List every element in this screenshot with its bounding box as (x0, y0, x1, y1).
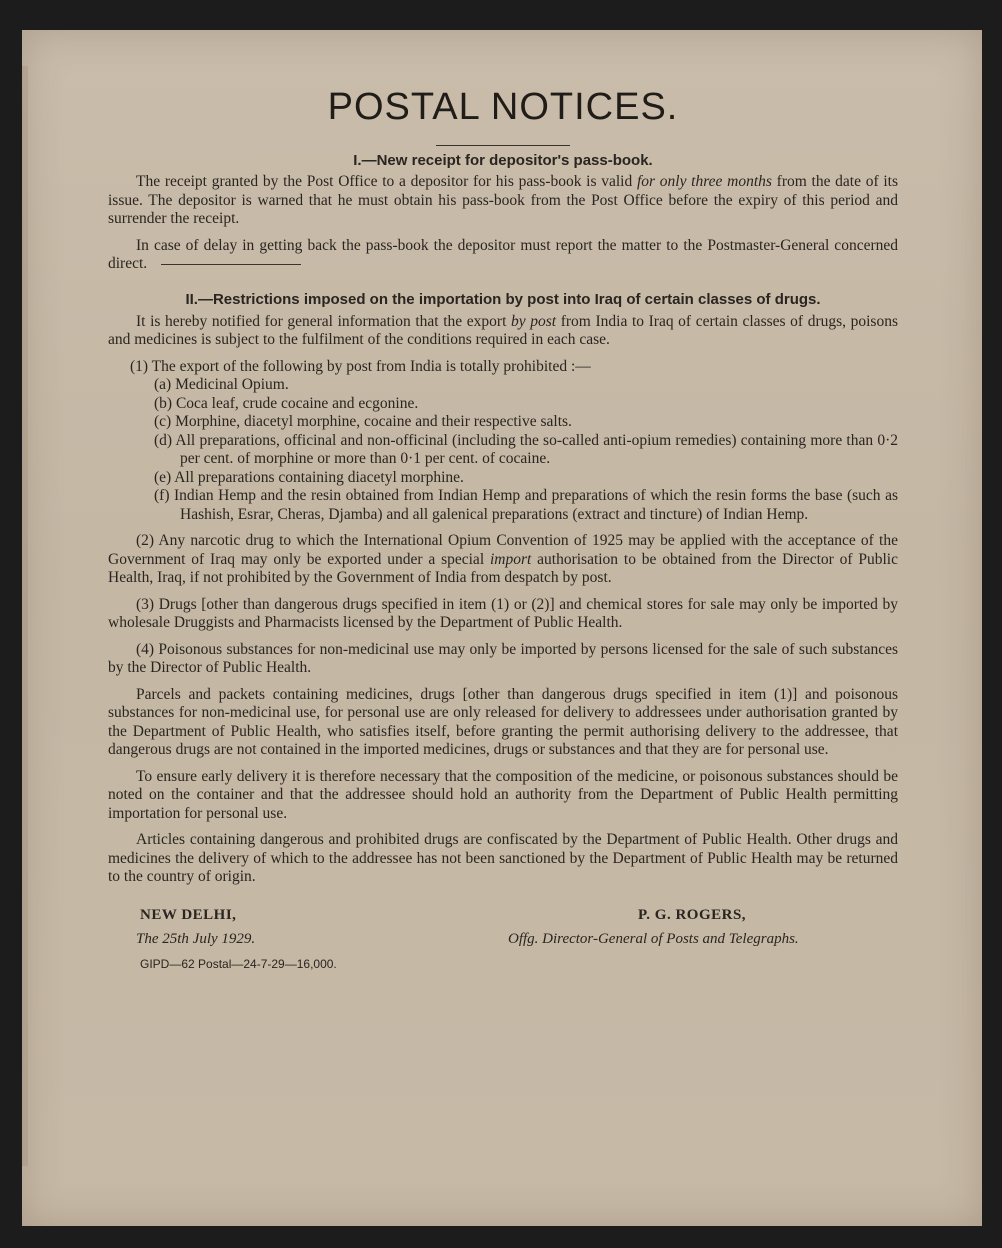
list-item: (a) Medicinal Opium. (154, 376, 289, 393)
issue-date: The 25th July 1929. (136, 930, 256, 947)
section1-paragraph-1 (108, 173, 898, 229)
list-item: (b) Coca leaf, crude cocaine and ecgonine. (154, 394, 419, 412)
text-run: from the date of its issue. The depositor is warned that he must obtain his pass-book from the Post Office before the expiry of this period and surrender the receipt. (108, 173, 898, 227)
articles-paragraph: Articles containing dangerous and prohibited drugs are confiscated by the Department of Public Health. Other drugs and medicines the delivery of which to the addressee has not been sanctioned by the Department of Public Health may be returned to the country of origin. (108, 831, 898, 885)
notice-sheet (22, 30, 982, 1226)
signature-block (108, 907, 898, 997)
list-item: (d) All preparations, officinal and non-officinal (including the so-called anti-opium remedies) containing more than 0·2 per cent. of morphine or more than 0·1 per cent. of cocaine. (154, 431, 898, 467)
ensure-paragraph: To ensure early delivery it is therefore necessary that the composition of the medicine, or poisonous substances should be noted on the container and that the addressee should hold an authority from the Department of Public Health permitting importation for personal use. (108, 767, 898, 822)
prohibited-list (154, 376, 898, 524)
signatory-designation: Offg. Director-General of Posts and Telegraphs. (508, 930, 799, 947)
item-3: (3) Drugs [other than dangerous drugs specified in item (1) or (2)] and chemical stores for sale may only be imported by wholesale Druggists and Pharmacists licensed by the Department of Public Health. (108, 595, 898, 631)
parcels-paragraph: Parcels and packets containing medicines, drugs [other than dangerous drugs specified in item (1)] and poisonous substances for non-medicinal use, for personal use are only released for delivery to addressees under authorisation granted by the Department of Public Health, who satisfies itself, before granting the permit authorising delivery to the addressee, that dangerous drugs are not contained in the imported medicines, drugs or substances and that they are for personal use. (108, 685, 898, 758)
section2-intro (108, 313, 898, 350)
section1-heading: I.—New receipt for depositor's pass-book. (353, 152, 653, 169)
notice-content (108, 80, 898, 997)
text-run: It is hereby notified for general information that the export (136, 312, 512, 330)
list-item: (f) Indian Hemp and the resin obtained from Indian Hemp and preparations of which the resin forms the base (such as Hashish, Esrar, Cheras, Djamba) and all galenical preparations (extract and tincture) of Indian Hemp. (154, 487, 898, 523)
text-run: authorisation to be obtained from the Director of Public Health, Iraq, if not prohibited by the Government of India from despatch by post. (108, 550, 898, 586)
text-run: The receipt granted by the Post Office to a depositor for his pass-book is valid (136, 173, 637, 190)
text-run: (2) Any narcotic drug to which the International Opium Convention of 1925 may be applied with the acceptance of the Government of Iraq may only be exported under a special (108, 532, 898, 568)
text-run: from India to Iraq of certain classes of drugs, poisons and medicines is subject to the fulfilment of the conditions required in each case. (108, 312, 898, 348)
section2-heading: II.—Restrictions imposed on the importation by post into Iraq of certain classes of drugs. (185, 290, 821, 308)
section1-paragraph-2 (108, 237, 898, 274)
emphasis: by post (511, 312, 557, 330)
divider (161, 264, 301, 265)
item-2 (108, 532, 898, 588)
issue-place: NEW DELHI, (140, 906, 237, 923)
page-title: POSTAL NOTICES. (327, 86, 679, 128)
emphasis: import (489, 550, 532, 568)
item-4: (4) Poisonous substances for non-medicinal use may only be imported by persons licensed for the sale of such substances by the Director of Public Health. (108, 640, 898, 676)
print-code: GIPD—62 Postal—24-7-29—16,000. (140, 956, 337, 971)
signatory-name: P. G. ROGERS, (638, 906, 747, 923)
list-item: (e) All preparations containing diacetyl morphine. (154, 468, 464, 486)
list-item: (c) Morphine, diacetyl morphine, cocaine and their respective salts. (154, 413, 572, 430)
item-1: (1) The export of the following by post from India is totally prohibited :— (130, 357, 591, 375)
divider (436, 145, 570, 146)
text-run: In case of delay in getting back the pass-book the depositor must report the matter to the Postmaster-General concerned direct. (108, 236, 898, 272)
emphasis: for only three months (636, 173, 772, 190)
